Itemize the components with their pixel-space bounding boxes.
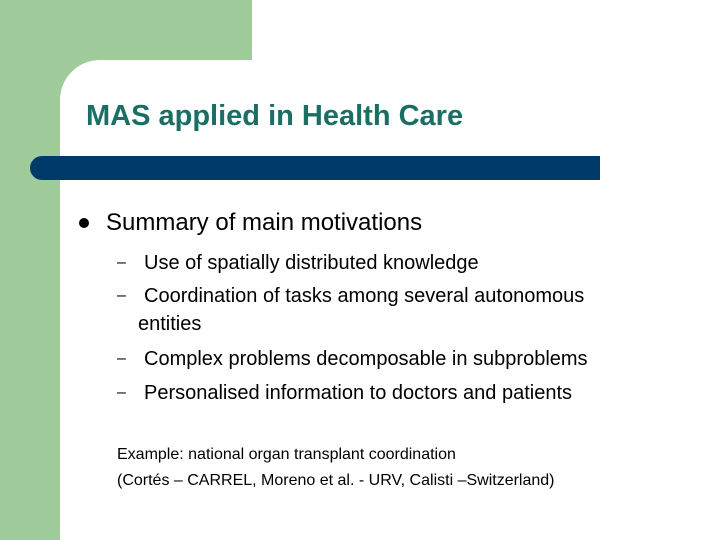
sub-bullet-item xyxy=(0,281,720,311)
dash-icon: – xyxy=(117,287,126,304)
example-line: Example: national organ transplant coordination xyxy=(117,446,456,463)
dash-icon: – xyxy=(117,254,126,271)
example-citation: (Cortés – CARREL, Moreno et al. - URV, Calisti –Switzerland) xyxy=(117,472,555,489)
title-underline-bar xyxy=(30,156,600,180)
sub-bullet-text: Use of spatially distributed knowledge xyxy=(144,252,479,274)
slide-title: MAS applied in Health Care xyxy=(86,100,464,132)
example-note xyxy=(117,442,555,494)
sub-bullet-item xyxy=(0,248,720,278)
sub-bullet-item xyxy=(0,344,720,374)
sub-bullet-continuation: entities xyxy=(138,313,202,335)
dash-icon: – xyxy=(117,350,126,367)
sub-bullet-item xyxy=(0,378,720,408)
sub-bullet-text: Complex problems decomposable in subproblems xyxy=(144,348,588,370)
sub-bullet-text: Personalised information to doctors and patients xyxy=(144,382,573,404)
dash-icon: – xyxy=(117,384,126,401)
bullet-dot-icon xyxy=(79,218,89,228)
bullet-summary: Summary of main motivations xyxy=(106,209,423,236)
sub-bullet-text: Coordination of tasks among several autonomous xyxy=(144,285,585,307)
